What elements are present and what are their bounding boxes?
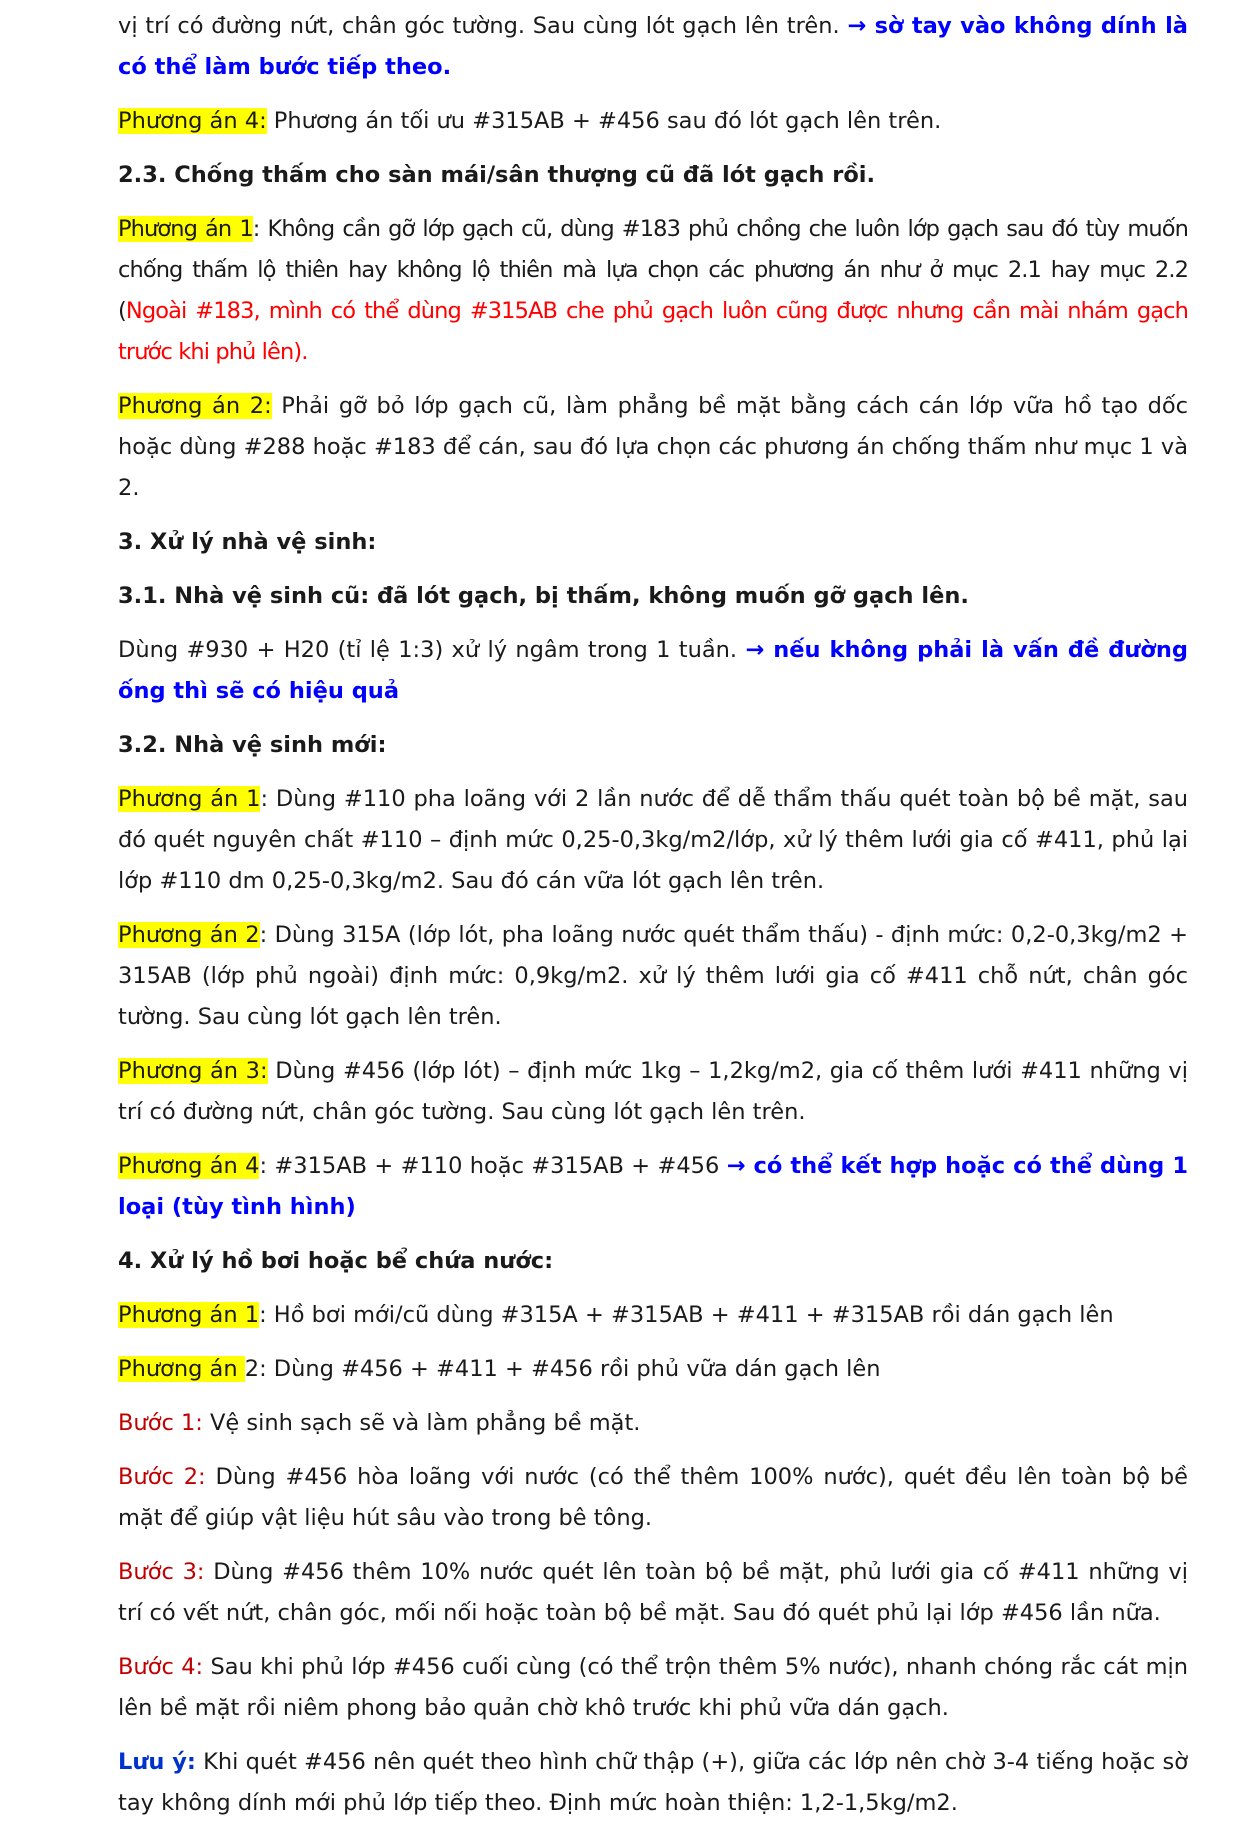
section-heading-3: 3. Xử lý nhà vệ sinh:	[118, 529, 377, 555]
option-2-old-roof	[118, 386, 1188, 509]
option-1-pool	[118, 1295, 1188, 1336]
section-heading-3-2: 3.2. Nhà vệ sinh mới:	[118, 732, 387, 758]
section-heading-4: 4. Xử lý hồ bơi hoặc bể chứa nước:	[118, 1248, 554, 1274]
document-page	[118, 6, 1188, 1837]
red-note: Ngoài #183, mình có thể dùng #315AB che phủ gạch luôn cũng được nhưng cần mài nhám gạch trước khi phủ lên).	[118, 298, 1188, 365]
option-text: Dùng #456 (lớp lót) – định mức 1kg – 1,2kg/m2, gia cố thêm lưới #411 những vị trí có đường nứt, chân góc tường. Sau cùng lót gạch lên trên.	[118, 1058, 1188, 1125]
option-text: Phương án tối ưu #315AB + #456 sau đó lót gạch lên trên.	[266, 108, 942, 134]
option-text: 2: Dùng #456 + #411 + #456 rồi phủ vữa dán gạch lên	[244, 1356, 881, 1382]
note-text: Khi quét #456 nên quét theo hình chữ thập (+), giữa các lớp nên chờ 3-4 tiếng hoặc sờ tay không dính mới phủ lớp tiếp theo. Định mức hoàn thiện: 1,2-1,5kg/m2.	[118, 1749, 1188, 1816]
step-label: Bước 1:	[118, 1410, 203, 1436]
step-text: Dùng #456 hòa loãng với nước (có thể thêm 100% nước), quét đều lên toàn bộ bề mặt để giúp vật liệu hút sâu vào trong bê tông.	[118, 1464, 1188, 1531]
option-label: Phương án	[118, 1356, 245, 1382]
option-4-new-bathroom	[118, 1146, 1188, 1228]
option-1-new-bathroom	[118, 779, 1188, 902]
section-heading-3-1: 3.1. Nhà vệ sinh cũ: đã lót gạch, bị thấm, không muốn gỡ gạch lên.	[118, 583, 969, 609]
note-paragraph	[118, 1742, 1188, 1824]
step-text: Vệ sinh sạch sẽ và làm phẳng bề mặt.	[202, 1410, 641, 1436]
option-text: Phải gỡ bỏ lớp gạch cũ, làm phẳng bề mặt bằng cách cán lớp vữa hồ tạo dốc hoặc dùng #288 hoặc #183 để cán, sau đó lựa chọn các phương án chống thấm như mục 1 và 2.	[118, 393, 1188, 501]
arrow-emphasis: → nếu không phải là vấn đề đường ống thì sẽ có hiệu quả	[118, 637, 1188, 704]
option-label: Phương án 3:	[118, 1058, 268, 1084]
step-label: Bước 4:	[118, 1654, 204, 1680]
step-label: Bước 3:	[118, 1559, 205, 1585]
option-label: Phương án 1	[118, 216, 253, 242]
arrow-emphasis: → có thể kết hợp hoặc có thể dùng 1 loại (tùy tình hình)	[118, 1153, 1188, 1220]
option-label: Phương án 4	[118, 1153, 260, 1179]
paragraph-continuation	[118, 6, 1188, 88]
option-text: : #315AB + #110 hoặc #315AB + #456	[259, 1153, 727, 1179]
option-2-pool	[118, 1349, 1188, 1390]
option-2-new-bathroom	[118, 915, 1188, 1038]
old-bathroom-paragraph	[118, 630, 1188, 712]
step-4	[118, 1647, 1188, 1729]
option-label: Phương án 1	[118, 1302, 260, 1328]
paragraph-text: Dùng #930 + H20 (tỉ lệ 1:3) xử lý ngâm trong 1 tuần.	[118, 637, 746, 663]
paragraph-text: vị trí có đường nứt, chân góc tường. Sau cùng lót gạch lên trên.	[118, 13, 848, 39]
option-label: Phương án 4:	[118, 108, 267, 134]
step-2	[118, 1457, 1188, 1539]
arrow-emphasis: → sờ tay vào không dính là có thể làm bước tiếp theo.	[118, 13, 1188, 80]
option-text: : Dùng 315A (lớp lót, pha loãng nước quét thẩm thấu) - định mức: 0,2-0,3kg/m2 + 315AB (lớp phủ ngoài) định mức: 0,9kg/m2. xử lý thêm lưới gia cố #411 chỗ nứt, chân góc tường. Sau cùng lót gạch lên trên.	[118, 922, 1188, 1030]
step-text: Dùng #456 thêm 10% nước quét lên toàn bộ bề mặt, phủ lưới gia cố #411 những vị trí có vết nứt, chân góc, mối nối hoặc toàn bộ bề mặt. Sau đó quét phủ lại lớp #456 lần nữa.	[118, 1559, 1188, 1626]
option-3-new-bathroom	[118, 1051, 1188, 1133]
option-label: Phương án 2:	[118, 393, 272, 419]
option-text: : Không cần gỡ lớp gạch cũ, dùng #183 phủ chồng che luôn lớp gạch sau đó tùy muốn chống thấm lộ thiên hay không lộ thiên mà lựa chọn các phương án như ở mục 2.1 hay mục 2.2 (	[118, 216, 1188, 324]
step-1	[118, 1403, 1188, 1444]
option-text: : Dùng #110 pha loãng với 2 lần nước để dễ thẩm thấu quét toàn bộ bề mặt, sau đó quét nguyên chất #110 – định mức 0,25-0,3kg/m2/lớp, xử lý thêm lưới gia cố #411, phủ lại lớp #110 dm 0,25-0,3kg/m2. Sau đó cán vữa lót gạch lên trên.	[118, 786, 1188, 894]
step-label: Bước 2:	[118, 1464, 206, 1490]
section-heading-2-3: 2.3. Chống thấm cho sàn mái/sân thượng cũ đã lót gạch rồi.	[118, 162, 876, 188]
option-label: Phương án 1	[118, 786, 261, 812]
note-label: Lưu ý:	[118, 1749, 196, 1775]
step-3	[118, 1552, 1188, 1634]
step-text: Sau khi phủ lớp #456 cuối cùng (có thể trộn thêm 5% nước), nhanh chóng rắc cát mịn lên bề mặt rồi niêm phong bảo quản chờ khô trước khi phủ vữa dán gạch.	[118, 1654, 1188, 1721]
option-4-roof	[118, 101, 1188, 142]
option-label: Phương án 2	[118, 922, 260, 948]
option-text: : Hồ bơi mới/cũ dùng #315A + #315AB + #411 + #315AB rồi dán gạch lên	[259, 1302, 1114, 1328]
option-1-old-roof	[118, 209, 1188, 373]
